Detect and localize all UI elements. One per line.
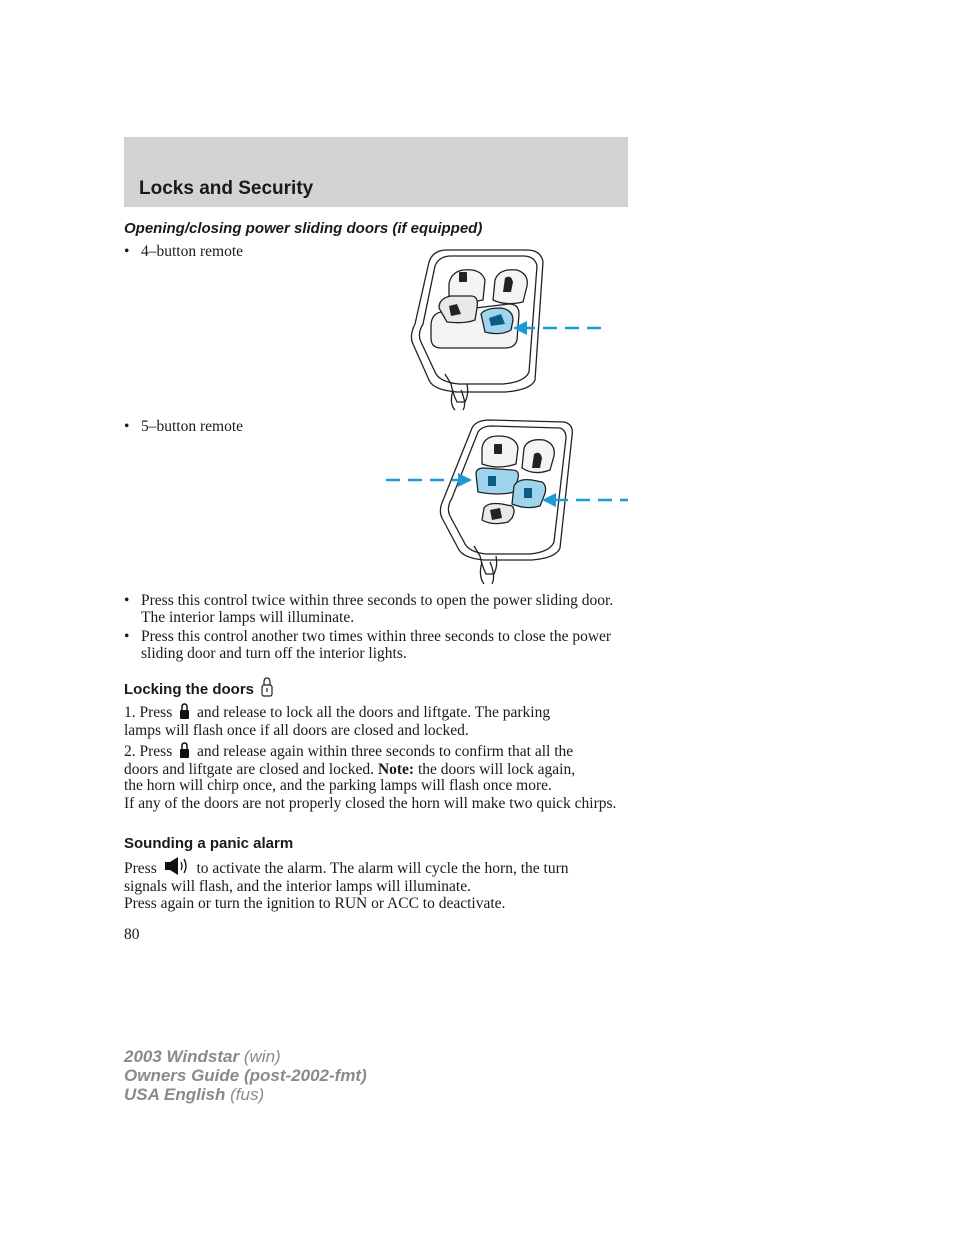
remote5-label: • 5–button remote	[124, 418, 244, 435]
remote4-label: • 4–button remote	[124, 243, 244, 260]
panic-horn-icon	[164, 856, 190, 876]
footer-document-info: 2003 Windstar (win) Owners Guide (post-2002-fmt) USA English (fus)	[124, 1047, 367, 1104]
locking-heading: Locking the doors	[124, 677, 276, 698]
unlock-icon	[261, 677, 273, 697]
bullet-close-door: • Press this control another two times within three seconds to close the power sliding door and turn off the interior lights.	[124, 628, 612, 662]
panic-paragraph: Press to activate the alarm. The alarm will cycle the horn, the turn signals will flash, and the interior lamps will illuminate. Press again or turn the ignition to RUN or ACC to deactivate.	[124, 856, 628, 913]
locking-step-1: 1. Press and release to lock all the doors and liftgate. The parking lamps will flash once if all doors are closed and locked.	[124, 704, 551, 739]
lock-icon	[179, 742, 190, 759]
page-number: 80	[124, 926, 140, 943]
page-title: Locks and Security	[139, 178, 314, 199]
panic-heading: Sounding a panic alarm	[124, 835, 294, 852]
bullet-open-door: • Press this control twice within three seconds to open the power sliding door. The interior lamps will illuminate.	[124, 592, 614, 626]
locking-extra: If any of the doors are not properly closed the horn will make two quick chirps.	[124, 795, 617, 812]
five-button-remote-illustration	[384, 418, 628, 586]
lock-icon	[179, 703, 190, 720]
sliding-doors-heading: Opening/closing power sliding doors (if equipped)	[124, 220, 483, 237]
locking-step-2: 2. Press and release again within three seconds to confirm that all the doors and liftgate are closed and locked. Note: the doors will lock again, the horn will chirp once, and the parking lamps will flash once more.	[124, 743, 576, 794]
four-button-remote-illustration	[405, 244, 605, 414]
